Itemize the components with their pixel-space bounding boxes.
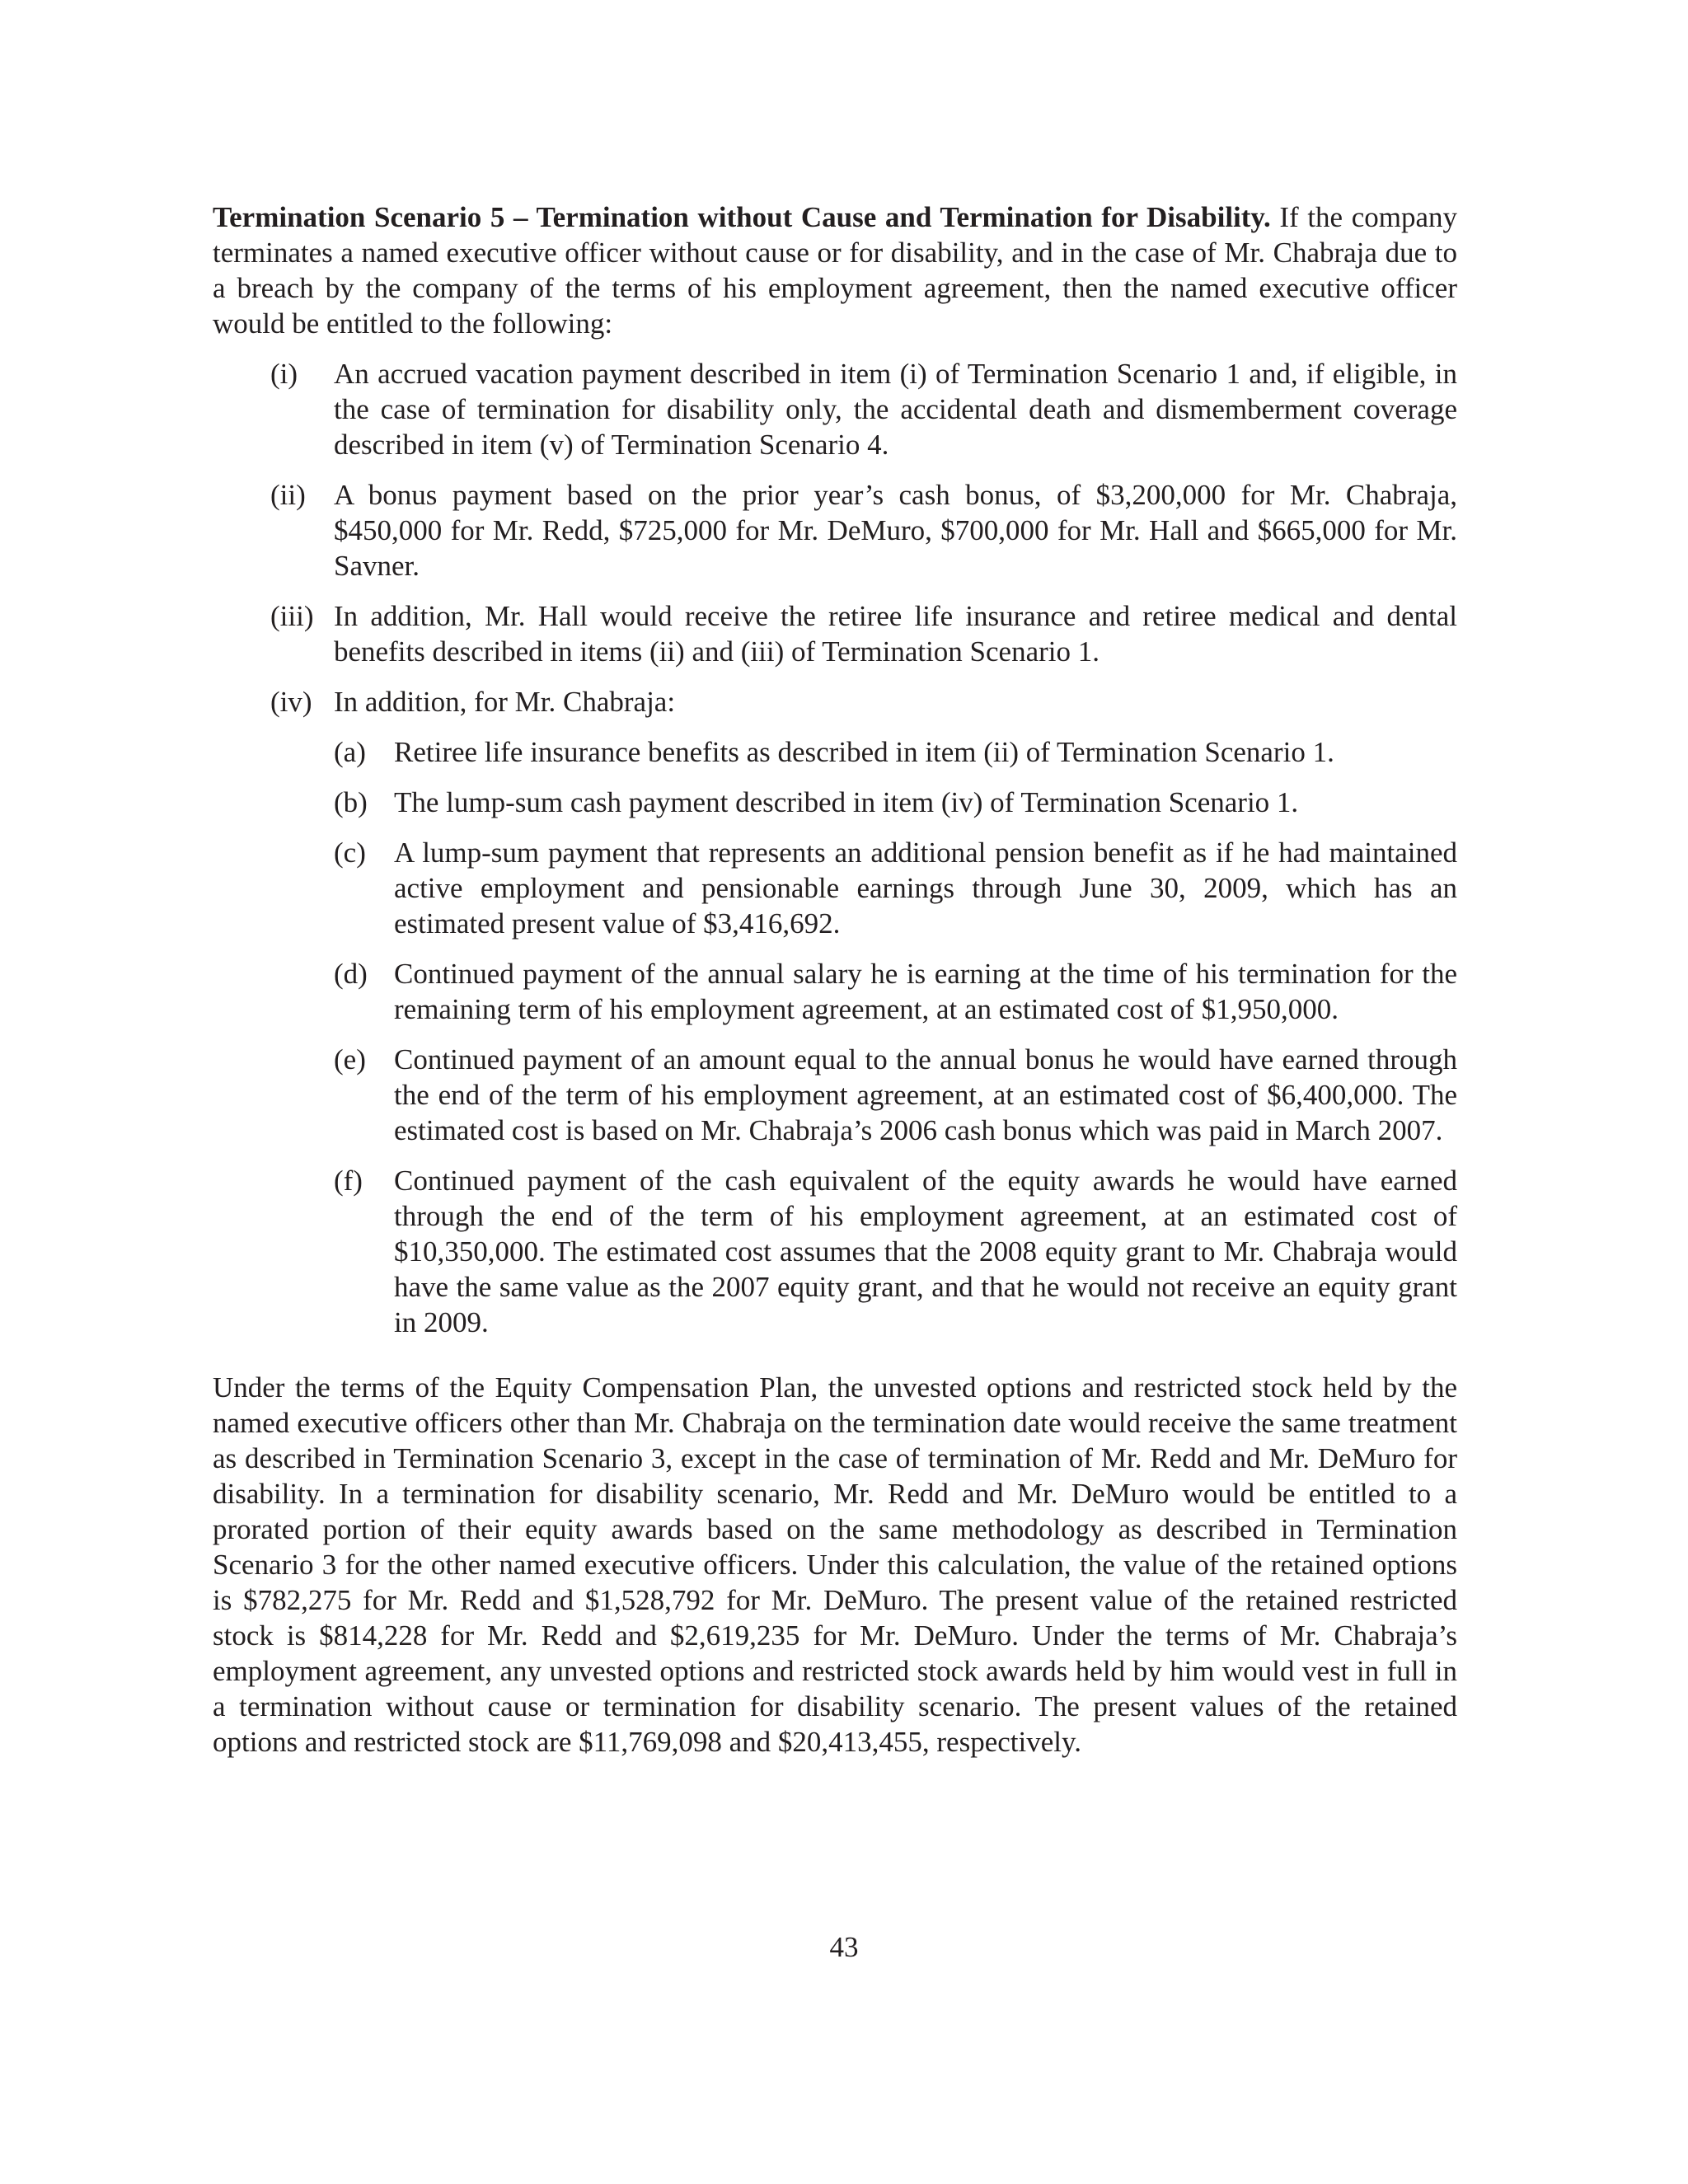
list-item-text: An accrued vacation payment described in item (i) of Termination Scenario 1 and, if eligible, in the case of termination for disability only, the accidental death and dismemberment coverage described in item (v) of Termination Scenario 4.: [334, 358, 1457, 461]
list-item-number: (iv): [270, 686, 312, 718]
list-item-number: (i): [270, 358, 298, 390]
sub-list-item: [334, 785, 1457, 820]
sub-list-item-letter: (d): [334, 958, 368, 990]
page-number: 43: [829, 1931, 859, 1963]
sub-list-item-text: Continued payment of an amount equal to the annual bonus he would have earned through the end of the term of his employment agreement, at an estimated cost of $6,400,000. The estimated cost is based on Mr. Chabraja’s 2006 cash bonus which was paid in March 2007.: [394, 1043, 1457, 1146]
list-item-number: (iii): [270, 600, 314, 632]
sub-list-item-letter: (c): [334, 837, 366, 869]
sub-list-item: [334, 734, 1457, 770]
sub-list-item-letter: (e): [334, 1043, 366, 1076]
sub-list-item-letter: (b): [334, 786, 368, 818]
sub-list-item-text: A lump-sum payment that represents an additional pension benefit as if he had maintained active employment and pensionable earnings through June 30, 2009, which has an estimated present value of $3,416,692.: [394, 837, 1457, 940]
intro-text: If the company terminates a named executive officer without cause or for disability, and in the case of Mr. Chabraja due to a breach by the company of the terms of his employment agreement, then the named executive officer would be entitled to the following:: [213, 201, 1457, 340]
sub-list-item: [334, 956, 1457, 1027]
section-heading: Termination Scenario 5 – Termination without Cause and Termination for Disability.: [213, 201, 1271, 233]
sub-list-item-text: Retiree life insurance benefits as described in item (ii) of Termination Scenario 1.: [394, 736, 1334, 768]
sub-list-item: [334, 1163, 1457, 1340]
sub-list-item-text: The lump-sum cash payment described in item (iv) of Termination Scenario 1.: [394, 786, 1299, 818]
sub-list-item-text: Continued payment of the annual salary he is earning at the time of his termination for the remaining term of his employment agreement, at an estimated cost of $1,950,000.: [394, 958, 1457, 1025]
document-body: [213, 199, 1457, 1760]
list-item: [270, 356, 1457, 462]
list-item-text: In addition, for Mr. Chabraja:: [334, 686, 676, 718]
sub-list-item-text: Continued payment of the cash equivalent of the equity awards he would have earned through the end of the term of his employment agreement, at an estimated cost of $10,350,000. The estimated cost assumes that the 2008 equity grant to Mr. Chabraja would have the same value as the 2007 equity grant, and that he would not receive an equity grant in 2009.: [394, 1165, 1457, 1338]
list-item: [270, 477, 1457, 583]
list-item: [270, 684, 1457, 719]
list-item-number: (ii): [270, 479, 306, 511]
closing-paragraph: Under the terms of the Equity Compensation Plan, the unvested options and restricted stock held by the named executive officers other than Mr. Chabraja on the termination date would receive the same treatment as described in Termination Scenario 3, except in the case of termination of Mr. Redd and Mr. DeMuro for disability. In a termination for disability scenario, Mr. Redd and Mr. DeMuro would be entitled to a prorated portion of their equity awards based on the same methodology as described in Termination Scenario 3 for the other named executive officers. Under this calculation, the value of the retained options is $782,275 for Mr. Redd and $1,528,792 for Mr. DeMuro. The present value of the retained restricted stock is $814,228 for Mr. Redd and $2,619,235 for Mr. DeMuro. Under the terms of Mr. Chabraja’s employment agreement, any unvested options and restricted stock awards held by him would vest in full in a termination without cause or termination for disability scenario. The present values of the retained options and restricted stock are $11,769,098 and $20,413,455, respectively.: [213, 1371, 1457, 1758]
sub-list-item-letter: (f): [334, 1165, 363, 1197]
sub-list-item: [334, 1042, 1457, 1148]
list-item-text: In addition, Mr. Hall would receive the retiree life insurance and retiree medical and dental benefits described in items (ii) and (iii) of Termination Scenario 1.: [334, 600, 1457, 668]
intro-paragraph: [213, 199, 1457, 341]
sub-list-item-letter: (a): [334, 736, 366, 768]
list-item: [270, 598, 1457, 669]
sub-list-item: [334, 835, 1457, 941]
list-item-text: A bonus payment based on the prior year’s cash bonus, of $3,200,000 for Mr. Chabraja, $450,000 for Mr. Redd, $725,000 for Mr. DeMuro, $700,000 for Mr. Hall and $665,000 for Mr. Savner.: [334, 479, 1457, 582]
